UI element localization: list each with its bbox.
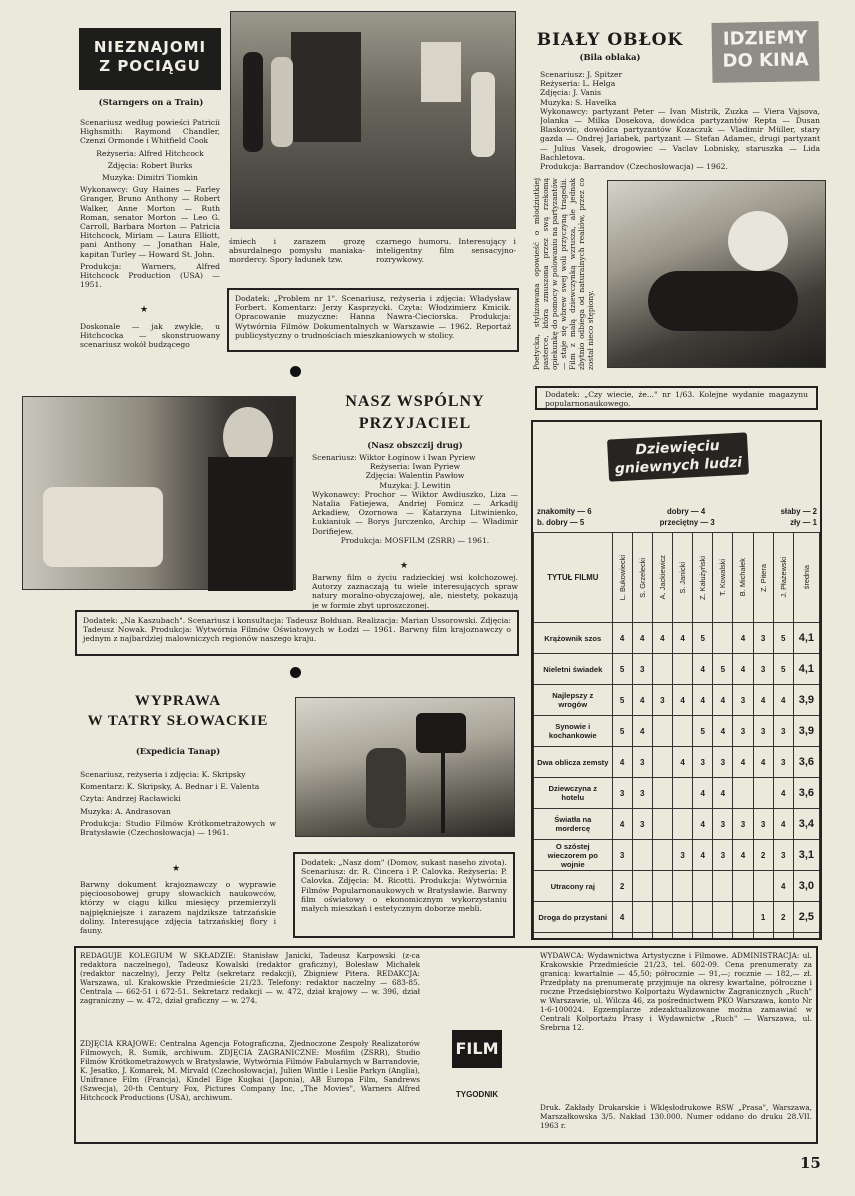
critic-name: J. Płażewski (778, 557, 788, 598)
critic-name: A. Jackiewicz (657, 555, 667, 600)
score-cell: 4 (693, 654, 713, 685)
ratings-heading (607, 432, 749, 481)
nasz-review: Barwny film o życiu radzieckiej wsi kołchozowej. Autorzy zaznaczają tu wiele interesujących spraw natury moralno-obyczajowej, ale, niestety, pokazują je w formie zbyt uproszczonej. (312, 573, 518, 609)
score-cell: 3 (753, 809, 773, 840)
score-cell (713, 871, 733, 902)
logo-text: FILM (455, 1039, 499, 1058)
score-cell: 4 (713, 716, 733, 747)
ratings-table (533, 532, 820, 940)
ratings-header-row (534, 533, 820, 623)
score-cell: 2 (612, 871, 632, 902)
nieznajomi-title-box (79, 28, 221, 90)
score-cell: 4 (733, 840, 753, 871)
separator-star: ★ (172, 864, 181, 874)
nasz-title-line1: NASZ WSPÓLNY (345, 393, 485, 410)
score-cell: 4 (733, 654, 753, 685)
score-cell (652, 902, 672, 933)
score-cell (652, 716, 672, 747)
legend-item: dobry — 4 (667, 507, 706, 516)
film-still-photo (22, 396, 296, 590)
score-cell (672, 933, 692, 941)
footer-photos: ZDJĘCIA KRAJOWE: Centralna Agencja Fotograficzna, Zjednoczone Zespoły Realizatorów Filmowych, R. Sumik, archiwum. ZDJĘCIA ZAGRANICZNE: Mosfilm (ZSRR), Studio Filmów Krótkometrażowych w Bratysławie, Wytwórnia Filmów Fabularnych w Barrandovie, K. Jesatko, J. Komarek, M. Mirvald (Czechosłowacja), Julien Wintle i Leslie Parkyn (Anglia), Unifrance Film (Francja), Kindel Eige Kugkai (Japonia), AB Europa Film, Sandrews (Szwecja), 20-th Century Fox, Pictures Company Inc, „The Movies", Warners Alfred Hitchcock Productions (USA), archiwum. (80, 1039, 420, 1102)
film-logo (452, 1030, 502, 1068)
score-cell (632, 871, 652, 902)
score-cell: 4 (612, 747, 632, 778)
score-cell: 3 (773, 716, 793, 747)
score-cell (713, 623, 733, 654)
credit-line: Produkcja: Studio Filmów Krótkometrażowych w Bratysławie (Czechosłowacja) — 1961. (80, 818, 276, 838)
col-title-header: TYTUŁ FILMU (534, 533, 613, 623)
credit-line: Reżyseria: Iwan Pyriew (369, 462, 461, 472)
score-cell (672, 809, 692, 840)
critic-header (793, 533, 819, 623)
score-cell: 3 (632, 778, 652, 809)
score-cell: 3 (632, 809, 652, 840)
score-cell: 4 (612, 809, 632, 840)
film-title-cell: Utracony raj (534, 871, 613, 902)
credit-line: Scenariusz: J. Spitzer (540, 70, 623, 79)
score-cell: 4 (713, 778, 733, 809)
score-cell: 4 (612, 623, 632, 654)
critic-name: Z. Pitera (758, 563, 768, 592)
film-title-cell (534, 933, 613, 941)
score-cell (753, 871, 773, 902)
critic-name: S. Grzelecki (637, 557, 647, 598)
score-cell: 5 (773, 623, 793, 654)
bialy-credits (540, 70, 820, 174)
badge-line2: DO KINA (722, 49, 809, 72)
film-title-cell: Krążownik szos (534, 623, 613, 654)
ratings-legend (537, 506, 817, 528)
bullet-dot (290, 366, 301, 377)
table-row (534, 902, 820, 933)
score-cell: 4 (693, 685, 713, 716)
score-cell: 4 (773, 778, 793, 809)
credit-line: Scenariusz według powieści Patricii Highsmith: Raymond Chandler, Czenzi Ormonde i Whitfield Cook (80, 118, 220, 146)
average-cell: 3,6 (793, 778, 819, 809)
nasz-credits (312, 453, 518, 561)
film-title-cell: Nieletni świadek (534, 654, 613, 685)
score-cell (672, 902, 692, 933)
credit-line: Reżyseria: Alfred Hitchcock (96, 148, 204, 158)
nieznajomi-credits (80, 118, 220, 296)
credit-line: Muzyka: J. Lewitin (379, 480, 451, 490)
table-row (534, 840, 820, 871)
score-cell (632, 933, 652, 941)
page-number: 15 (800, 1154, 821, 1172)
score-cell: 4 (672, 685, 692, 716)
table-row (534, 654, 820, 685)
bialy-dodatek-box: Dodatek: „Czy wiecie, że..." nr 1/63. Kolejne wydanie magazynu popularnonaukowego. (535, 386, 818, 410)
score-cell: 5 (612, 654, 632, 685)
badge-line1: IDZIEMY (722, 27, 808, 50)
critic-header (753, 533, 773, 623)
score-cell (672, 654, 692, 685)
credit-line: Muzyka: Dimitri Tiomkin (102, 173, 198, 183)
bialy-title: BIAŁY OBŁOK (536, 30, 684, 50)
score-cell (672, 778, 692, 809)
nasz-dodatek-box: Dodatek: „Na Kaszubach". Scenariusz i konsultacja: Tadeusz Bołduan. Realizacja: Marian Ussorowski. Zdjęcia: Tadeusz Nowak. Produkcja: Wytwórnia Filmów Oświatowych w Łodzi — 1961. Barwny film krajoznawczy o jednym z najbardziej malowniczych regionów naszego kraju. (75, 610, 519, 656)
nieznajomi-review-b: śmiech i zarazem grozę absurdalnego pomysłu maniaka-mordercy. Spory ładunek tzw. (229, 237, 365, 265)
score-cell: 2 (753, 840, 773, 871)
score-cell (652, 654, 672, 685)
score-cell: 4 (713, 685, 733, 716)
average-cell: 3,4 (793, 809, 819, 840)
score-cell (652, 933, 672, 941)
average-cell: 3,0 (793, 871, 819, 902)
score-cell (652, 840, 672, 871)
score-cell (632, 840, 652, 871)
score-cell (652, 809, 672, 840)
score-cell: 3 (652, 685, 672, 716)
wyprawa-subtitle: (Expedicia Tanap) (135, 746, 221, 756)
score-cell (693, 902, 713, 933)
score-cell: 5 (773, 654, 793, 685)
table-row (534, 933, 820, 941)
average-cell: 3,6 (793, 747, 819, 778)
critic-name: L. Bukowiecki (617, 554, 627, 601)
score-cell: 4 (773, 685, 793, 716)
nasz-title-line2: PRZYJACIEL (358, 415, 472, 432)
credit-line: Zdjęcia: Walentin Pawłow (365, 471, 465, 481)
average-cell: 4,1 (793, 654, 819, 685)
score-cell (753, 933, 773, 941)
film-title-cell: Synowie i kochankowie (534, 716, 613, 747)
score-cell: 4 (693, 809, 713, 840)
score-cell: 4 (753, 747, 773, 778)
table-row (534, 747, 820, 778)
table-row (534, 716, 820, 747)
ratings-panel (531, 420, 822, 940)
score-cell (693, 871, 713, 902)
critic-header (612, 533, 632, 623)
score-cell: 4 (652, 623, 672, 654)
score-cell (652, 871, 672, 902)
critic-header (713, 533, 733, 623)
footer-print: Druk. Zakłady Drukarskie i Wklęsłodrukowe RSW „Prasa", Warszawa, Marszałkowska 3/5. Nakład 130.000. Numer oddano do druku 28.VII. 1963 r. (540, 1103, 812, 1130)
critic-header (733, 533, 753, 623)
critic-name: T. Kowalski (718, 559, 728, 596)
footer-publisher: WYDAWCA: Wydawnictwa Artystyczne i Filmowe. ADMINISTRACJA: ul. Krakowskie Przedmieście 21/23, tel. 602-09. Cena prenumeraty za granicą: kwartalnie — 45,50; półrocznie — 91,—; rocznie — 182,— zł. Przedpłaty na prenumeratę przyjmuje na okresy kwartalne, półroczne i roczne Przedsiębiorstwo Kolportażu Wydawnictw Zagranicznych „Ruch" w Warszawie, ul. Wilcza 46, za pośrednictwem PKO Warszawa, konto Nr 1-6-100024. Egzemplarze zdezaktualizowane można zamawiać w Centrali Kolportażu Prasy i Wydawnictw „Ruch" — Warszawa, ul. Srebrna 12. (540, 951, 812, 1032)
score-cell: 3 (612, 840, 632, 871)
table-row (534, 871, 820, 902)
legend-item: b. dobry — 5 (537, 518, 585, 527)
score-cell: 5 (612, 685, 632, 716)
nieznajomi-review-c: czarnego humoru. Interesujący i inteligentny film sensacyjno-rozrywkowy. (376, 237, 516, 265)
score-cell (672, 871, 692, 902)
score-cell (632, 902, 652, 933)
nasz-subtitle: (Nasz obszczij drug) (367, 440, 463, 450)
credit-line: Scenariusz, reżyseria i zdjęcia: K. Skripsky (80, 770, 246, 779)
score-cell (753, 778, 773, 809)
score-cell: 3 (713, 747, 733, 778)
credit-line: Wykonawcy: Guy Haines — Farley Granger, Bruno Anthony — Robert Walker, Anne Morton — Ruth Roman, senator Morton — Leo G. Carroll, Barbara Morton — Patricia Hitchcock, Miriam — Laura Elliott, pani Anthony — Jonathan Hale, kapitan Turley — Howard St. John. (80, 185, 220, 259)
credit-line: Muzyka: A. Andrasovan (80, 806, 171, 816)
legend-item: słaby — 2 (780, 507, 817, 516)
critic-header (652, 533, 672, 623)
score-cell (713, 902, 733, 933)
credit-line: Zdjęcia: J. Vanis (540, 88, 601, 98)
score-cell: 3 (612, 778, 632, 809)
film-still-photo (295, 697, 515, 837)
score-cell: 2 (773, 902, 793, 933)
ratings-title-line1: Dziewięciu (634, 437, 721, 459)
score-cell (733, 871, 753, 902)
separator-star: ★ (400, 561, 409, 571)
average-cell: 2,5 (793, 902, 819, 933)
score-cell: 5 (693, 623, 713, 654)
film-still-photo (230, 11, 516, 229)
score-cell: 3 (713, 809, 733, 840)
score-cell: 3 (733, 685, 753, 716)
score-cell: 3 (632, 747, 652, 778)
score-cell (672, 716, 692, 747)
score-cell: 4 (773, 809, 793, 840)
critic-header (773, 533, 793, 623)
bialy-vertical-review (532, 178, 604, 370)
average-cell: 4,1 (793, 623, 819, 654)
score-cell (652, 747, 672, 778)
critic-name: B. Michałek (738, 558, 748, 597)
score-cell (652, 778, 672, 809)
credit-line: Czyta: Andrzej Racławicki (80, 794, 181, 804)
critic-header (632, 533, 652, 623)
legend-item: zły — 1 (790, 518, 817, 527)
score-cell: 4 (672, 747, 692, 778)
average-cell: 3,9 (793, 685, 819, 716)
table-row (534, 809, 820, 840)
score-cell: 3 (753, 654, 773, 685)
separator-star: ★ (140, 305, 149, 315)
score-cell (693, 933, 713, 941)
critic-name: S. Janicki (678, 561, 688, 594)
film-title-cell: Dziewczyna z hotelu (534, 778, 613, 809)
credit-line: Komentarz: K. Skripsky, A. Bednar i E. Valenta (80, 782, 260, 792)
score-cell: 3 (753, 716, 773, 747)
film-title-cell: Najlepszy z wrogów (534, 685, 613, 716)
score-cell: 4 (693, 840, 713, 871)
score-cell: 5 (693, 716, 713, 747)
score-cell: 4 (672, 623, 692, 654)
credit-line: Wykonawcy: Prochor — Wiktor Awdiuszko, Liza — Natalia Fatiejewa, Andriej Fomicz — Arkadij Arkadiew, Ozornowa — Katarzyna Litwinienko, Łukianiuk — Borys Jurczenko, Archip — Władimir Dorifiejew. (312, 489, 518, 536)
film-title-cell: Dwa oblicza zemsty (534, 747, 613, 778)
credit-line: Reżyseria: L. Helga (540, 79, 616, 89)
score-cell (773, 933, 793, 941)
score-cell: 3 (753, 623, 773, 654)
nieznajomi-subtitle: (Starngers on a Train) (98, 97, 204, 107)
credit-line: Produkcja: Warners, Alfred Hitchcock Production (USA) — 1951. (80, 261, 220, 290)
score-cell: 4 (733, 623, 753, 654)
critic-header (693, 533, 713, 623)
score-cell: 5 (713, 654, 733, 685)
score-cell: 4 (632, 623, 652, 654)
average-cell (793, 933, 819, 941)
score-cell: 4 (612, 902, 632, 933)
nieznajomi-review-a: Doskonale — jak zwykle, u Hitchcocka — skonstruowany scenariusz wokół budzącego (80, 322, 220, 350)
credit-line: Scenariusz: Wiktor Łoginow i Iwan Pyriew (312, 453, 476, 462)
table-row (534, 778, 820, 809)
footer-editorial: REDAGUJE KOLEGIUM W SKŁADZIE: Stanisław Janicki, Tadeusz Karpowski (z-ca redaktora naczelnego), Tadeusz Kowalski (redaktor graficzny), Bolesław Michałek (redaktor naczelny), Jerzy Peltz (sekretarz redakcji), Zbigniew Pitera. REDAKCJA: Warszawa, ul. Krakowskie Przedmieście 21/23. Telefony: redaktor naczelny — 683-85. Centrala — 662-51 i 672-51. Sekretarz redakcji — w. 472, dział krajowy — w. 396, dział zagraniczny — w. 472, dział graficzny — w. 274. (80, 951, 420, 1005)
score-cell: 3 (693, 747, 713, 778)
film-title-cell: O szóstej wieczorem po wojnie (534, 840, 613, 871)
score-cell: 4 (632, 685, 652, 716)
vertical-review-text: Poetycka, stylizowana opowieść o młodziutkiej pasterce, która zmuszona przez swą rzekomą opiekunkę do pomocy w polowaniu na partyzantów — staje się wbrew swej woli przyczyną tragedii. Film z małą dziewczynką wzrusza, ale jednak zbytnio odbiega od naturalnych realiów, przez co został nieco stępiony. (532, 178, 595, 370)
score-cell: 4 (753, 685, 773, 716)
score-cell (713, 933, 733, 941)
score-cell: 3 (713, 840, 733, 871)
score-cell: 3 (733, 716, 753, 747)
score-cell: 4 (693, 778, 713, 809)
bialy-subtitle: (Bila oblaka) (579, 52, 641, 62)
score-cell: 3 (672, 840, 692, 871)
nieznajomi-title-line1: NIEZNAJOMI (93, 38, 207, 56)
ratings-title-line2: gniewnych ludzi (614, 454, 743, 478)
average-cell: 3,9 (793, 716, 819, 747)
table-row (534, 623, 820, 654)
table-row (534, 685, 820, 716)
legend-item: znakomity — 6 (537, 507, 592, 516)
score-cell: 1 (753, 902, 773, 933)
credit-line: Zdjęcia: Robert Burks (107, 160, 193, 170)
legend-item: przeciętny — 3 (659, 518, 715, 527)
film-title-cell: Światła na mordercę (534, 809, 613, 840)
nieznajomi-title-line2: Z POCIĄGU (99, 57, 201, 75)
critic-header (672, 533, 692, 623)
wyprawa-title-line1: WYPRAWA (134, 693, 222, 709)
credit-line: Muzyka: S. Havelka (540, 97, 617, 107)
score-cell: 4 (632, 716, 652, 747)
wyprawa-dodatek-box: Dodatek: „Nasz dom" (Domov, sukast naseho zivota). Scenariusz: dr. R. Cincera i P. Calovka. Reżyseria: P. Calovka. Zdjęcia: M. Ricotti. Produkcja: Wytwórnia Filmów Popularnonaukowych w Bratysławie. Barwny film oświatowy o ekonomicznym wykorzystaniu małych mieszkań i estetycznym doborze mebli. (293, 852, 515, 938)
credit-line: Produkcja: Barrandov (Czechosłowacja) — 1962. (540, 162, 728, 172)
average-cell: 3,1 (793, 840, 819, 871)
nieznajomi-dodatek-box: Dodatek: „Problem nr 1". Scenariusz, reżyseria i zdjęcia: Władysław Forbert. Komentarz: Jerzy Kasprzycki. Czyta: Włodzimierz Kmicik. Opracowanie muzyczne: Hanna Nawra-Cieciorska. Produkcja: Wytwórnia Filmów Dokumentalnych w Warszawie — 1962. Reportaż publicystyczny o trudnościach mieszkaniowych w stolicy. (227, 288, 519, 352)
score-cell: 3 (773, 840, 793, 871)
score-cell (733, 902, 753, 933)
score-cell: 4 (773, 871, 793, 902)
critic-name: Z. Kałużyński (698, 555, 708, 600)
film-still-photo (607, 180, 826, 368)
score-cell (612, 933, 632, 941)
score-cell: 3 (632, 654, 652, 685)
score-cell: 5 (612, 716, 632, 747)
wyprawa-title-line2: W TATRY SŁOWACKIE (87, 713, 269, 729)
score-cell (733, 933, 753, 941)
credit-line: Produkcja: MOSFILM (ZSRR) — 1961. (340, 535, 490, 545)
score-cell: 4 (733, 747, 753, 778)
bullet-dot (290, 667, 301, 678)
credit-line: Wykonawcy: partyzant Peter — Ivan Mistrik, Zuzka — Viera Vajsova, Jolanka — Milka Dosekova, dowódca partyzantów Repta — Dusan Blaskovic, dowódca partyzantów Kozaczuk — Vladimir Müller, stary gazda — Ondrej Jariabek, partyzant — Stefan Adamec, drugi partyzant — Julius Vasek, drogowiec — Vaclav Lobnisky, staruszka — Lida Bachletova. (540, 106, 820, 162)
film-title-cell: Droga do przystani (534, 902, 613, 933)
score-cell (733, 778, 753, 809)
score-cell: 3 (733, 809, 753, 840)
wyprawa-credits (80, 770, 276, 862)
score-cell: 3 (773, 747, 793, 778)
logo-subtitle: TYGODNIK (455, 1090, 499, 1099)
wyprawa-review: Barwny dokument krajoznawczy o wyprawie pięcioosobowej grupy słowackich naukowców, którzy w ciągu kilku miesięcy przemierzyli najpiękniejsze i zarazem najdziksze tatrzańskie doliny. Interesujące zdjęcia tatrzańskiej flory i fauny. (80, 880, 276, 936)
critic-name: średnia (801, 565, 811, 590)
